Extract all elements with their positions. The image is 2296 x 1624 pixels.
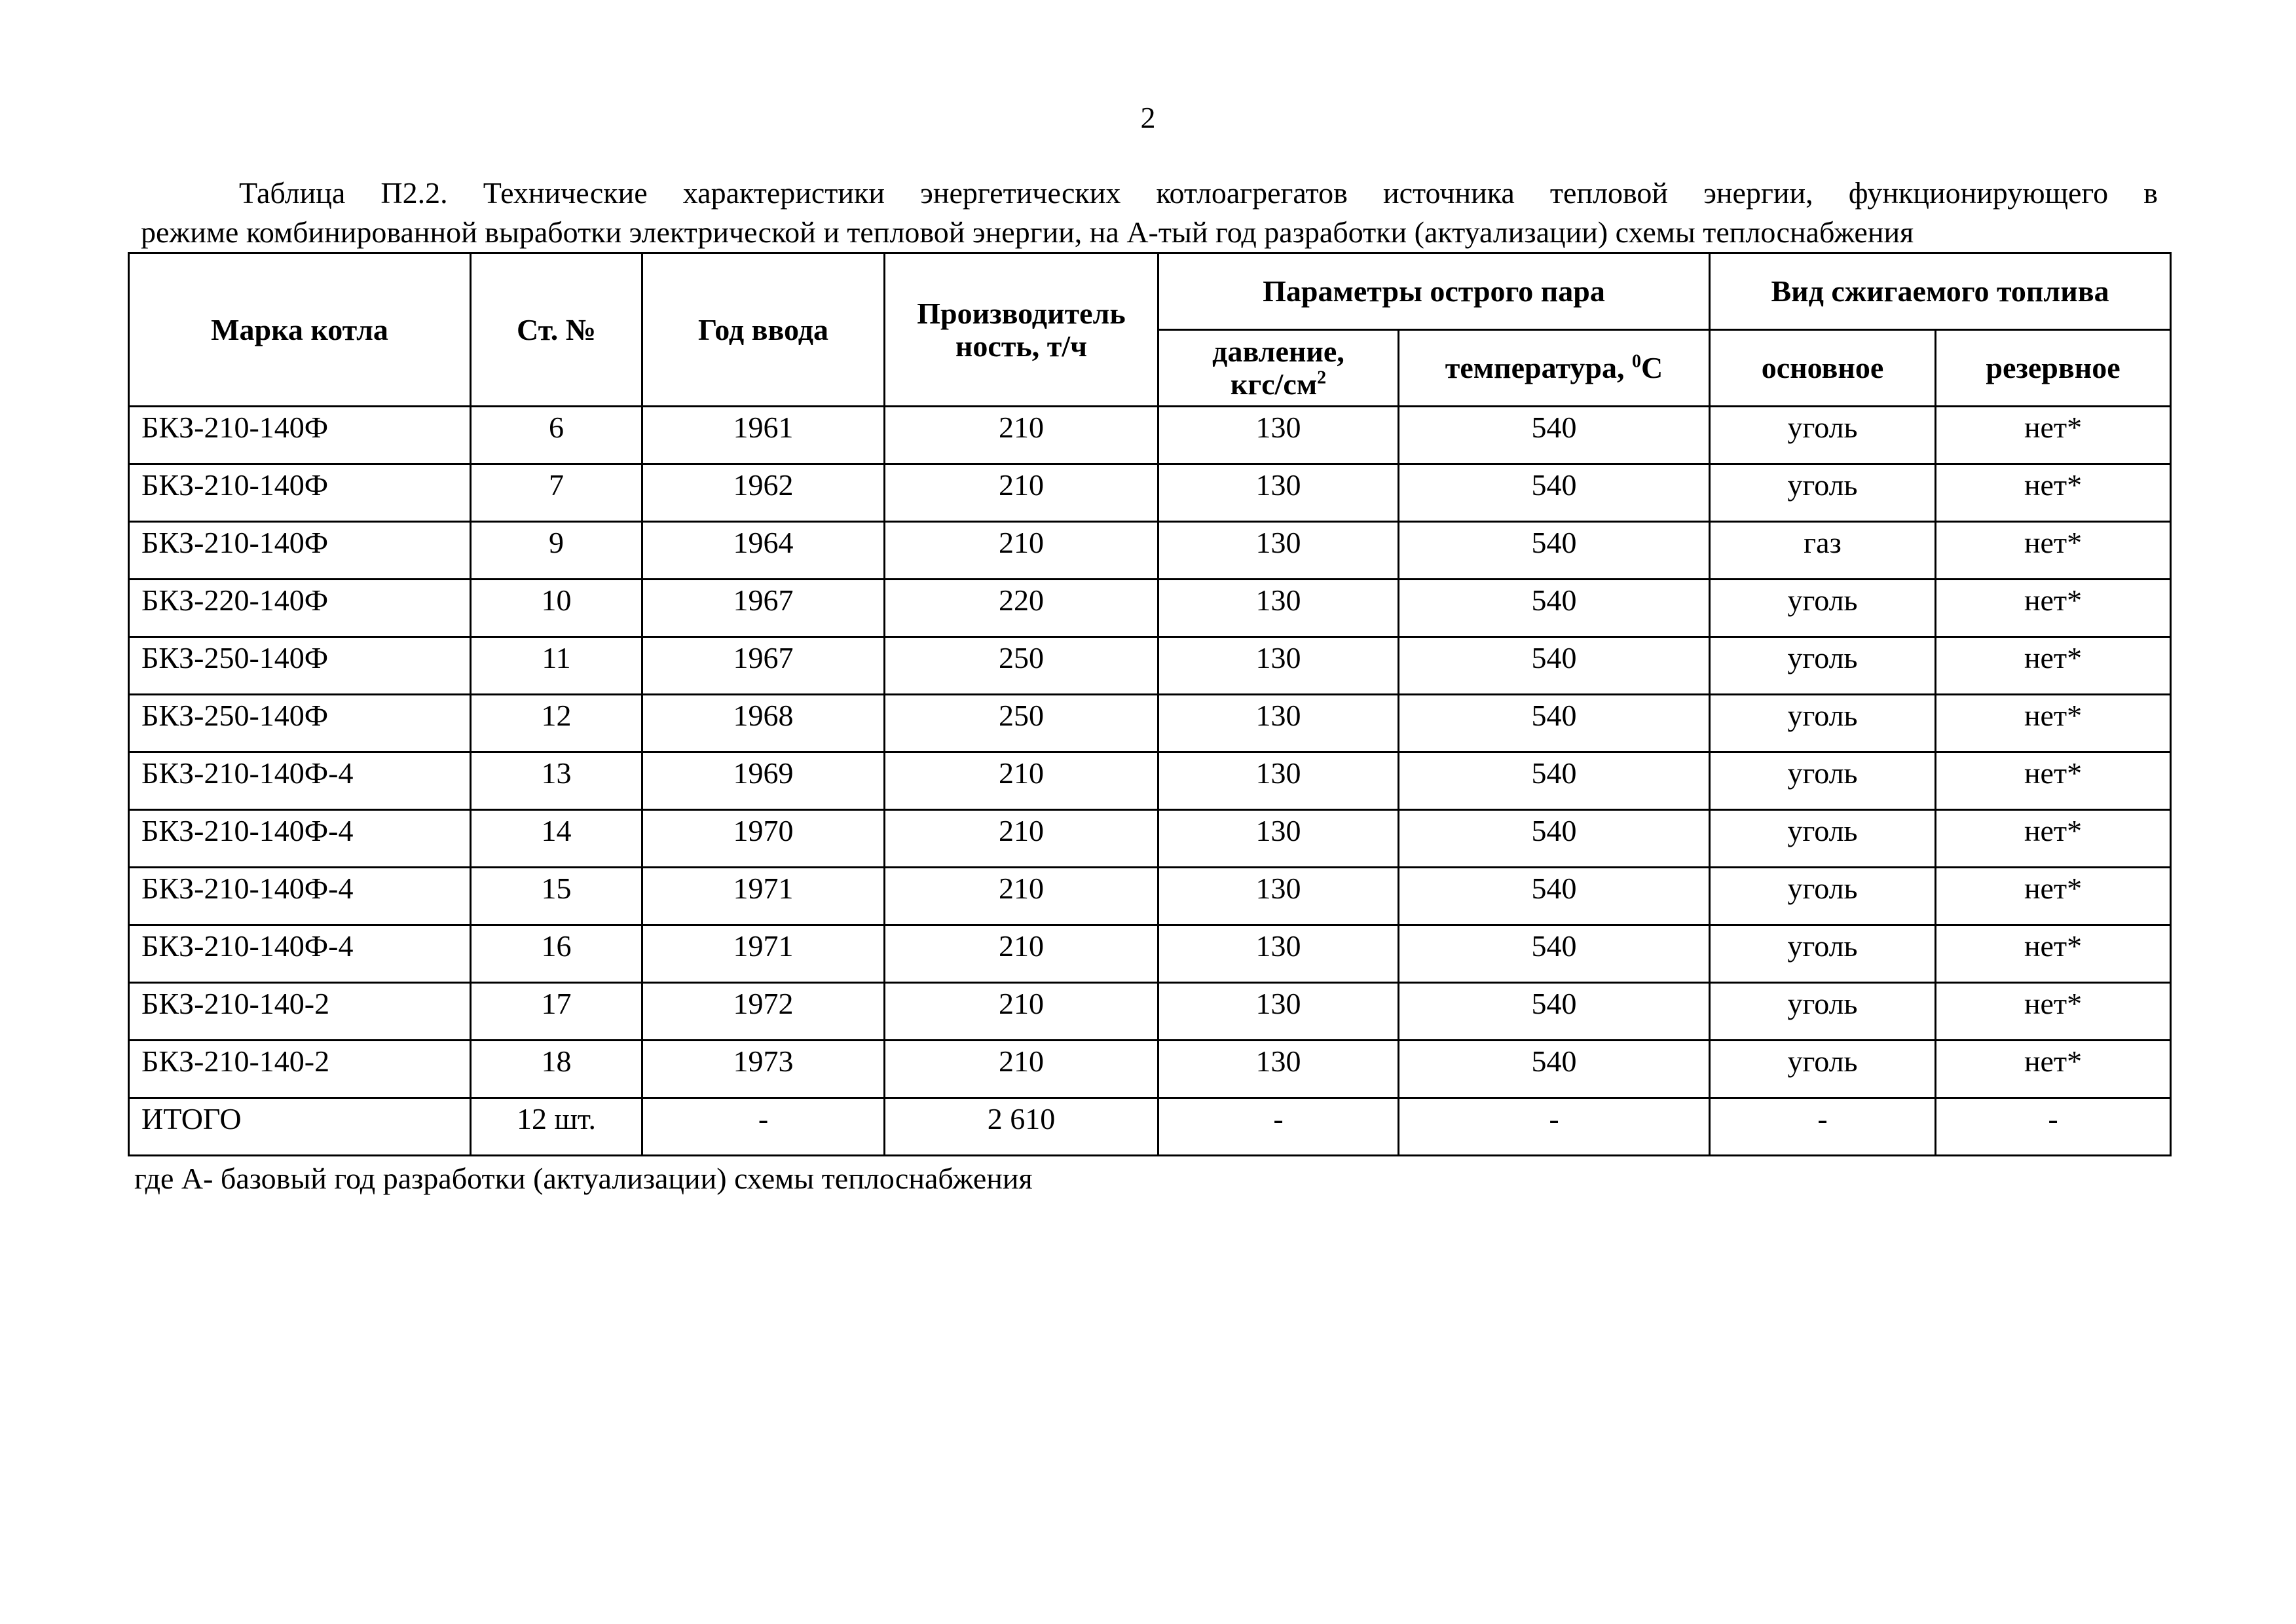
cell-station-no: 11 [471,637,642,695]
cell-model: БКЗ-250-140Ф [129,637,471,695]
cell-year: 1971 [642,925,885,983]
header-row-1 [129,253,2171,330]
table-row [129,925,2171,983]
cell-capacity: 210 [885,868,1158,925]
cell-model: БКЗ-220-140Ф [129,580,471,637]
cell-station-no: 10 [471,580,642,637]
header-temperature-sup: 0 [1632,351,1641,372]
cell-temperature: 540 [1399,925,1710,983]
cell-station-no: 7 [471,464,642,522]
table-row [129,695,2171,752]
table-row [129,983,2171,1041]
cell-capacity: 210 [885,925,1158,983]
cell-station-no: 15 [471,868,642,925]
cell-year: 1961 [642,407,885,464]
cell-temperature: 540 [1399,810,1710,868]
cell-pressure: 130 [1158,580,1399,637]
header-fuel-main: основное [1710,330,1936,407]
cell-temperature: 540 [1399,868,1710,925]
cell-year: 1971 [642,868,885,925]
cell-fuel-main: уголь [1710,810,1936,868]
total-row [129,1098,2171,1156]
cell-fuel-main: уголь [1710,407,1936,464]
cell-year: 1973 [642,1041,885,1098]
table-row [129,580,2171,637]
cell-pressure: - [1158,1098,1399,1156]
cell-capacity: 220 [885,580,1158,637]
cell-capacity: 210 [885,464,1158,522]
cell-year: 1972 [642,983,885,1041]
cell-year: 1962 [642,464,885,522]
cell-pressure: 130 [1158,522,1399,580]
cell-fuel-main: газ [1710,522,1936,580]
table-row [129,1041,2171,1098]
cell-temperature: 540 [1399,637,1710,695]
cell-capacity: 250 [885,695,1158,752]
cell-capacity: 210 [885,407,1158,464]
cell-fuel-main: уголь [1710,752,1936,810]
boiler-characteristics-table [128,252,2172,1156]
cell-temperature: 540 [1399,695,1710,752]
cell-station-no: 18 [471,1041,642,1098]
cell-pressure: 130 [1158,1041,1399,1098]
cell-model: БКЗ-210-140-2 [129,983,471,1041]
header-pressure [1158,330,1399,407]
cell-model: БКЗ-210-140-2 [129,1041,471,1098]
cell-fuel-reserve: нет* [1936,810,2171,868]
cell-fuel-main: - [1710,1098,1936,1156]
cell-model: БКЗ-250-140Ф [129,695,471,752]
cell-station-no: 9 [471,522,642,580]
table-body [129,407,2171,1156]
cell-fuel-main: уголь [1710,637,1936,695]
header-temperature-label: температура, [1445,351,1632,384]
cell-fuel-reserve: нет* [1936,407,2171,464]
cell-station-no: 6 [471,407,642,464]
table-row [129,868,2171,925]
table-row [129,464,2171,522]
cell-temperature: 540 [1399,464,1710,522]
cell-fuel-reserve: нет* [1936,637,2171,695]
cell-pressure: 130 [1158,695,1399,752]
cell-pressure: 130 [1158,810,1399,868]
cell-fuel-main: уголь [1710,580,1936,637]
cell-capacity: 2 610 [885,1098,1158,1156]
cell-capacity: 210 [885,522,1158,580]
cell-pressure: 130 [1158,752,1399,810]
cell-capacity: 210 [885,1041,1158,1098]
cell-pressure: 130 [1158,925,1399,983]
cell-temperature: 540 [1399,752,1710,810]
header-pressure-unit: кгс/см [1230,367,1318,401]
cell-temperature: 540 [1399,522,1710,580]
cell-pressure: 130 [1158,637,1399,695]
cell-capacity: 210 [885,983,1158,1041]
cell-temperature: - [1399,1098,1710,1156]
cell-temperature: 540 [1399,580,1710,637]
cell-fuel-reserve: нет* [1936,522,2171,580]
cell-fuel-reserve: нет* [1936,983,2171,1041]
cell-fuel-main: уголь [1710,983,1936,1041]
cell-model: БКЗ-210-140Ф-4 [129,925,471,983]
cell-year: 1967 [642,637,885,695]
header-station-no: Ст. № [471,253,642,407]
cell-year: - [642,1098,885,1156]
cell-fuel-main: уголь [1710,925,1936,983]
header-pressure-label: давление, [1212,335,1344,368]
cell-fuel-reserve: нет* [1936,695,2171,752]
cell-capacity: 210 [885,752,1158,810]
table-row [129,637,2171,695]
cell-station-no: 12 шт. [471,1098,642,1156]
table-row [129,407,2171,464]
cell-fuel-reserve: нет* [1936,868,2171,925]
caption-line-2: режиме комбинированной выработки электрической и тепловой энергии, на А-тый год разработки (актуализации) схемы теплоснабжения [141,215,1914,249]
cell-year: 1969 [642,752,885,810]
header-fuel-reserve: резервное [1936,330,2171,407]
table-row [129,810,2171,868]
cell-fuel-reserve: нет* [1936,752,2171,810]
cell-model: БКЗ-210-140Ф [129,522,471,580]
cell-model: БКЗ-210-140Ф [129,407,471,464]
cell-fuel-reserve: нет* [1936,580,2171,637]
cell-year: 1968 [642,695,885,752]
cell-fuel-main: уголь [1710,695,1936,752]
cell-model: БКЗ-210-140Ф-4 [129,810,471,868]
cell-pressure: 130 [1158,868,1399,925]
cell-model: БКЗ-210-140Ф-4 [129,752,471,810]
table-row [129,752,2171,810]
header-capacity: Производитель ность, т/ч [885,253,1158,407]
cell-model: ИТОГО [129,1098,471,1156]
cell-capacity: 250 [885,637,1158,695]
cell-capacity: 210 [885,810,1158,868]
header-temperature-unit: С [1641,351,1663,384]
caption-line-1: Таблица П2.2. Технические характеристики энергетических котлоагрегатов источника тепловой энергии, функционирующего в [239,176,2158,210]
cell-fuel-main: уголь [1710,464,1936,522]
header-temperature [1399,330,1710,407]
cell-temperature: 540 [1399,983,1710,1041]
cell-model: БКЗ-210-140Ф [129,464,471,522]
cell-station-no: 12 [471,695,642,752]
cell-fuel-main: уголь [1710,1041,1936,1098]
header-fuel-type: Вид сжигаемого топлива [1710,253,2171,330]
cell-year: 1964 [642,522,885,580]
cell-fuel-reserve: нет* [1936,464,2171,522]
header-steam-params: Параметры острого пара [1158,253,1710,330]
cell-fuel-reserve: нет* [1936,925,2171,983]
cell-fuel-reserve: - [1936,1098,2171,1156]
cell-station-no: 14 [471,810,642,868]
cell-temperature: 540 [1399,1041,1710,1098]
cell-fuel-reserve: нет* [1936,1041,2171,1098]
header-pressure-unit-sup: 2 [1317,367,1327,388]
cell-station-no: 13 [471,752,642,810]
cell-model: БКЗ-210-140Ф-4 [129,868,471,925]
cell-pressure: 130 [1158,464,1399,522]
cell-year: 1967 [642,580,885,637]
header-year: Год ввода [642,253,885,407]
header-model: Марка котла [129,253,471,407]
page-number: 2 [1140,101,1156,134]
cell-temperature: 540 [1399,407,1710,464]
cell-pressure: 130 [1158,983,1399,1041]
cell-fuel-main: уголь [1710,868,1936,925]
cell-pressure: 130 [1158,407,1399,464]
cell-year: 1970 [642,810,885,868]
cell-station-no: 16 [471,925,642,983]
table-caption [141,174,2158,252]
footnote: где А- базовый год разработки (актуализации) схемы теплоснабжения [134,1162,1033,1195]
table-row [129,522,2171,580]
cell-station-no: 17 [471,983,642,1041]
